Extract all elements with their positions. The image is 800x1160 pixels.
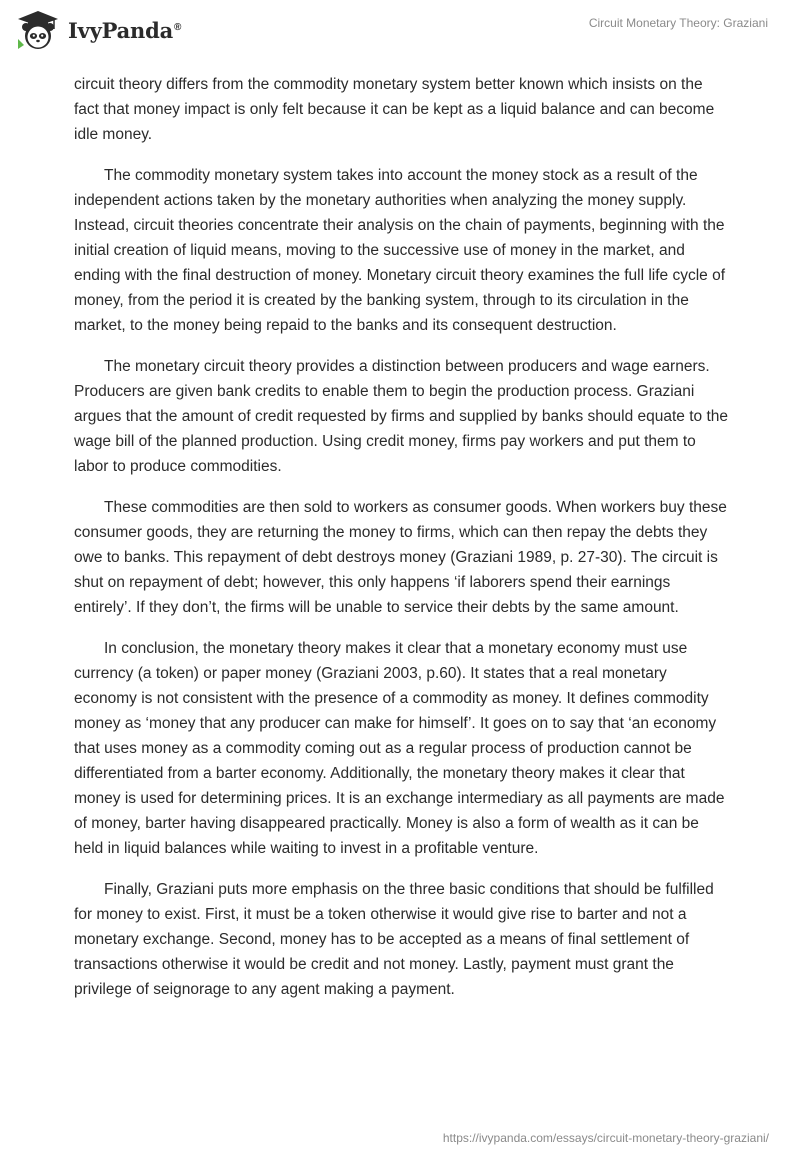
panda-graduate-icon xyxy=(14,9,62,51)
brand-name: IvyPanda® xyxy=(68,17,182,43)
document-title: Circuit Monetary Theory: Graziani xyxy=(588,16,768,30)
paragraph-continued: circuit theory differs from the commodity monetary system better known which insists on the fact that money impact is only felt because it can be kept as a liquid balance and can become idle money. xyxy=(74,76,715,143)
article-body xyxy=(74,72,728,1018)
source-url-link[interactable]: https://ivypanda.com/essays/circuit-monetary-theory-graziani/ xyxy=(442,1131,769,1145)
page-header xyxy=(0,0,800,62)
paragraph: Finally, Graziani puts more emphasis on the three basic conditions that should be fulfilled for money to exist. First, it must be a token otherwise it would give rise to barter and not a monetary exchange. Second, money has to be accepted as a means of final settlement of transactions otherwise it would be credit and not money. Lastly, payment must grant the privilege of seignorage to any agent making a payment. xyxy=(74,881,714,998)
paragraph: In conclusion, the monetary theory makes it clear that a monetary economy must use currency (a token) or paper money (Graziani 2003, p.60). It states that a real monetary economy is not consistent with the presence of a commodity as money. It defines commodity money as ‘money that any producer can make for himself’. It goes on to say that ‘an economy that uses money as a commodity coming out as a regular process of production cannot be differentiated from a barter economy. Additionally, the monetary theory makes it clear that money is used for determining prices. It is an exchange intermediary as all payments are made of money, barter having disappeared practically. Money is also a form of wealth as it can be held in liquid balances while waiting to invest in a profitable venture. xyxy=(74,640,725,857)
paragraph: The commodity monetary system takes into account the money stock as a result of the independent actions taken by the monetary authorities when analyzing the money supply. Instead, circuit theories concentrate their analysis on the chain of payments, beginning with the initial creation of liquid means, moving to the successive use of money in the market, and ending with the final destruction of money. Monetary circuit theory examines the full life cycle of money, from the period it is created by the banking system, through to its circulation in the market, to the money being repaid to the banks and its consequent destruction. xyxy=(74,167,726,334)
registered-mark: ® xyxy=(174,21,182,33)
paragraph: The monetary circuit theory provides a distinction between producers and wage earners. Producers are given bank credits to enable them to begin the production process. Graziani argues that the amount of credit requested by firms and supplied by banks should equate to the wage bill of the planned production. Using credit money, firms pay workers and put them to labor to produce commodities. xyxy=(74,358,728,475)
paragraph: These commodities are then sold to workers as consumer goods. When workers buy these consumer goods, they are returning the money to firms, which can then repay the debts they owe to banks. This repayment of debt destroys money (Graziani 1989, p. 27-30). The circuit is shut on repayment of debt; however, this only happens ‘if laborers spend their earnings entirely’. If they don’t, the firms will be unable to service their debts by the same amount. xyxy=(74,499,727,616)
brand-logo[interactable] xyxy=(14,9,181,51)
